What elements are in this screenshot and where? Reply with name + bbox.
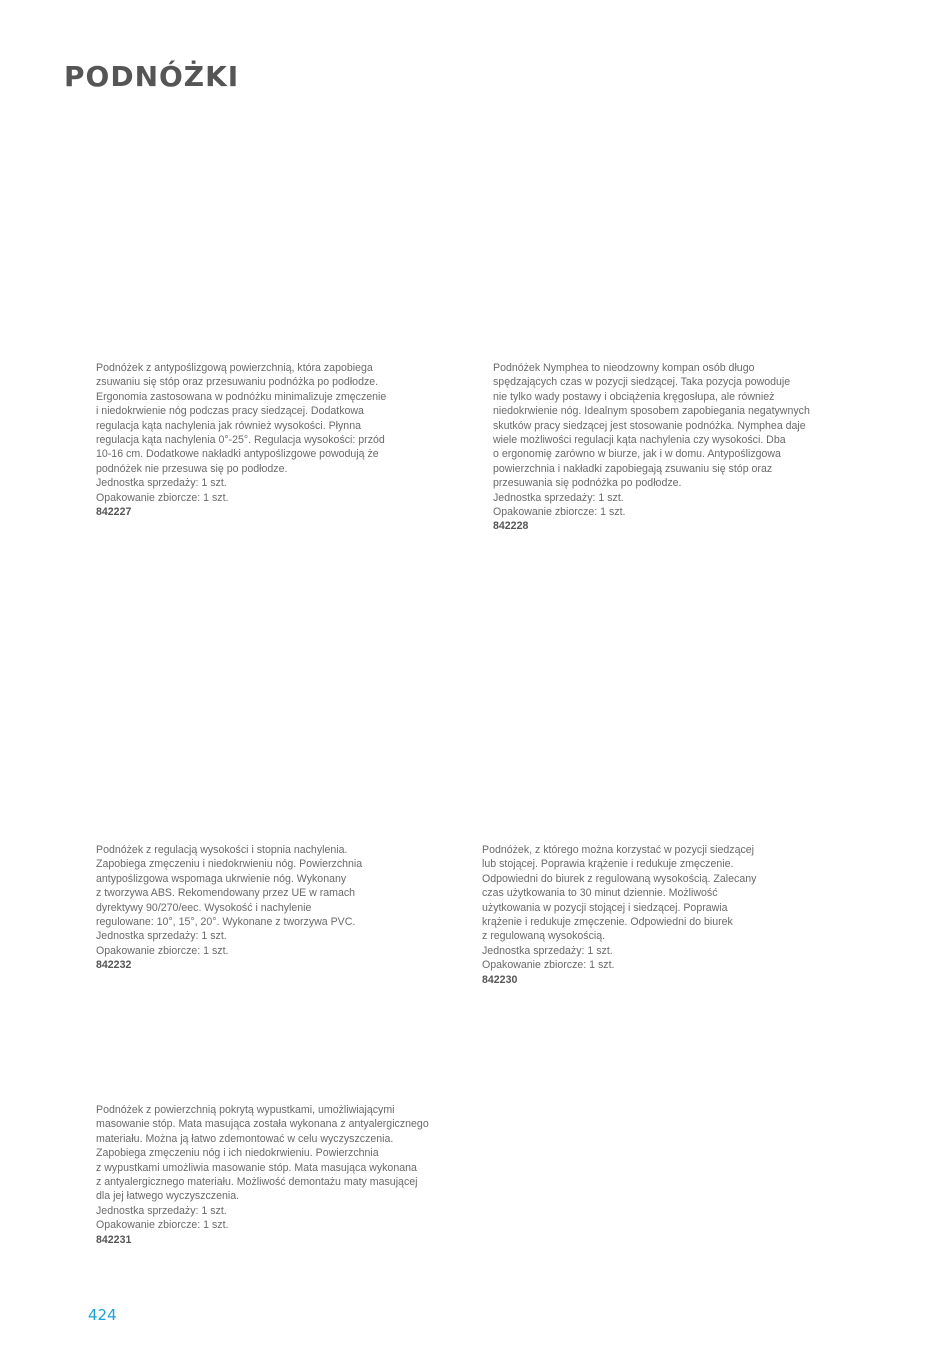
- product-code: 842228: [493, 520, 529, 533]
- sales-unit: Jednostka sprzedaży: 1 szt.: [493, 491, 624, 504]
- product-description-842230: [482, 843, 782, 987]
- product-description-text: Podnóżek Nymphea to nieodzowny kompan osób długo spędzających czas w pozycji siedzącej. Taka pozycja powoduje nie tylko wady postawy i obciążenia kręgosłupa, ale również niedokrwienie nóg. Idealnym sposobem zapobiegania negatywnych skutków pracy siedzącej jest stosowanie podnóżka. Nymphea daje wiele możliwości regulacji kąta nachylenia czy wysokości. Dba o ergonomię zarówno w biurze, jak i w domu. Antypoślizgowa powierzchnia i nakładki zapobiegają zsuwaniu się stóp oraz przesuwania się podnóżka po podłodze.: [493, 362, 810, 490]
- product-description-text: Podnóżek z powierzchnią pokrytą wypustkami, umożliwiającymi masowanie stóp. Mata masująca została wykonana z antyalergicznego materiału. Można ją łatwo zdemontować w celu wyczyszczenia. Zapobiega zmęczeniu nóg i ich niedokrwieniu. Powierzchnia z wypustkami umożliwia masowanie stóp. Mata masująca wykonana z antyalergicznego materiału. Możliwość demontażu maty masującej dla jej łatwego wyczyszczenia.: [96, 1104, 429, 1203]
- product-description-text: Podnóżek z regulacją wysokości i stopnia nachylenia. Zapobiega zmęczeniu i niedokrwieniu nóg. Powierzchnia antypoślizgowa wspomaga ukrwienie nóg. Wykonany z tworzywa ABS. Rekomendowany przez UE w ramach dyrektywy 90/270/eec. Wysokość i nachylenie regulowane: 10°, 15°, 20°. Wykonane z tworzywa PVC.: [96, 844, 363, 929]
- product-description-842227: [96, 361, 426, 519]
- bulk-package: Opakowanie zbiorcze: 1 szt.: [482, 959, 615, 972]
- product-code: 842231: [96, 1233, 132, 1246]
- bulk-package: Opakowanie zbiorcze: 1 szt.: [493, 506, 626, 519]
- sales-unit: Jednostka sprzedaży: 1 szt.: [96, 1204, 227, 1217]
- bulk-package: Opakowanie zbiorcze: 1 szt.: [96, 491, 229, 504]
- product-description-text: Podnóżek z antypoślizgową powierzchnią, która zapobiega zsuwaniu się stóp oraz przesuwaniu podnóżka po podłodze. Ergonomia zastosowana w podnóżku minimalizuje zmęczenie i niedokrwienie nóg podczas pracy siedzącej. Dodatkowa regulacja kąta nachylenia jak również wysokości. Płynna regulacja kąta nachylenia 0°-25°. Regulacja wysokości: przód 10-16 cm. Dodatkowe nakładki antypoślizgowe powodują że podnóżek nie przesuwa się po podłodze.: [96, 362, 387, 475]
- product-code: 842227: [96, 506, 132, 519]
- bulk-package: Opakowanie zbiorcze: 1 szt.: [96, 944, 229, 957]
- sales-unit: Jednostka sprzedaży: 1 szt.: [482, 944, 613, 957]
- sales-unit: Jednostka sprzedaży: 1 szt.: [96, 477, 227, 490]
- page-number: 424: [88, 1306, 117, 1324]
- product-code: 842232: [96, 959, 132, 972]
- product-description-842228: [493, 361, 838, 534]
- product-description-842232: [96, 843, 396, 973]
- bulk-package: Opakowanie zbiorcze: 1 szt.: [96, 1219, 229, 1232]
- product-description-text: Podnóżek, z którego można korzystać w pozycji siedzącej lub stojącej. Poprawia krążenie i redukuje zmęczenie. Odpowiedni do biurek z regulowaną wysokością. Zalecany czas użytkowania to 30 minut dziennie. Możliwość użytkowania w pozycji stojącej i siedzącej. Poprawia krążenie i redukuje zmęczenie. Odpowiedni do biurek z regulowaną wysokością.: [482, 844, 757, 943]
- product-code: 842230: [482, 973, 518, 986]
- sales-unit: Jednostka sprzedaży: 1 szt.: [96, 930, 227, 943]
- product-description-842231: [96, 1103, 451, 1247]
- page-title: PODNÓŻKI: [64, 60, 240, 93]
